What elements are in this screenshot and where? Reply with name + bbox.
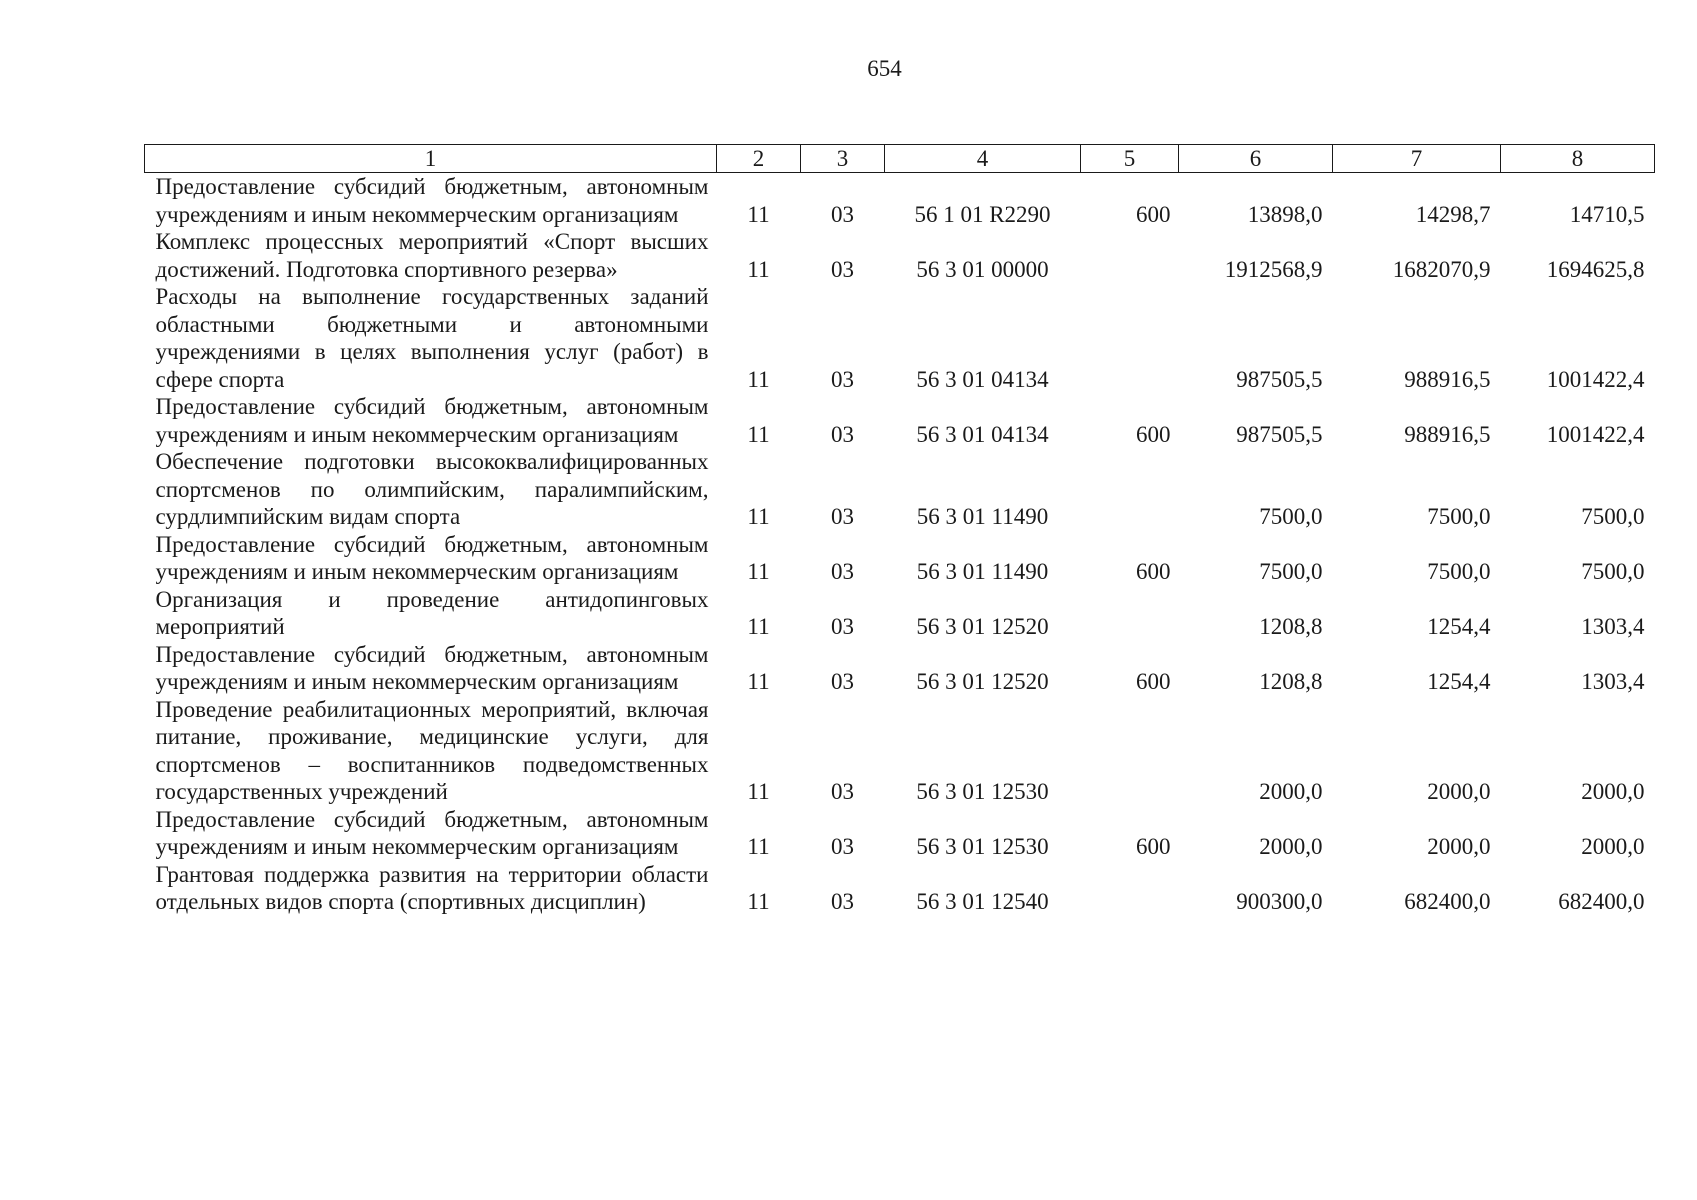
amount-year-2-cell: 988916,5 — [1404, 421, 1491, 447]
column-header-7: 7 — [1333, 145, 1501, 173]
expense-type-cell: 600 — [1136, 559, 1171, 584]
amount-year-2-cell: 14298,7 — [1415, 201, 1491, 227]
target-article-cell: 56 1 01 R2290 — [914, 201, 1051, 227]
subsection-code-cell: 03 — [831, 421, 854, 447]
table-row — [145, 173, 1655, 229]
target-article-cell: 56 3 01 12520 — [916, 669, 1049, 694]
header-row — [145, 145, 1655, 173]
amount-year-3-cell: 7500,0 — [1581, 559, 1645, 584]
expense-type-cell — [1081, 448, 1179, 531]
table-header — [145, 145, 1655, 173]
subsection-code-cell: 03 — [831, 201, 854, 227]
subsection-code-cell: 03 — [831, 834, 854, 859]
budget-table — [144, 144, 1655, 916]
amount-year-2-cell: 2000,0 — [1427, 834, 1491, 859]
amount-year-3-cell: 1694625,8 — [1546, 256, 1645, 282]
target-article-cell: 56 3 01 04134 — [916, 421, 1049, 447]
amount-year-2-cell: 1254,4 — [1427, 669, 1491, 694]
row-name-cell: Обеспечение подготовки высококвалифицированных спортсменов по олимпийским, паралимпийским, сурдлимпийским видам спорта — [155, 449, 709, 529]
subsection-code-cell: 03 — [831, 889, 854, 914]
subsection-code-cell: 03 — [831, 559, 854, 584]
amount-year-2-cell: 2000,0 — [1427, 779, 1491, 804]
amount-year-3-cell: 682400,0 — [1558, 889, 1645, 914]
amount-year-2-cell: 682400,0 — [1404, 889, 1491, 914]
subsection-code-cell: 03 — [831, 779, 854, 804]
amount-year-3-cell: 7500,0 — [1581, 504, 1645, 529]
amount-year-3-cell: 1001422,4 — [1546, 421, 1645, 447]
amount-year-2-cell: 1682070,9 — [1392, 256, 1491, 282]
row-name-cell: Организация и проведение антидопинговых мероприятий — [155, 586, 709, 639]
table-row — [145, 641, 1655, 696]
table-row — [145, 861, 1655, 916]
amount-year-1-cell: 1208,8 — [1259, 614, 1323, 639]
expense-type-cell — [1081, 283, 1179, 393]
target-article-cell: 56 3 01 04134 — [916, 366, 1049, 392]
amount-year-2-cell: 7500,0 — [1427, 559, 1491, 584]
expense-type-cell: 600 — [1136, 201, 1171, 227]
row-name-cell: Грантовая поддержка развития на территории области отдельных видов спорта (спортивных дисциплин) — [155, 861, 709, 914]
row-name-cell: Предоставление субсидий бюджетным, автономным учреждениям и иным некоммерческим организациям — [155, 174, 709, 227]
expense-type-cell — [1081, 228, 1179, 283]
table-row — [145, 283, 1655, 393]
row-name-cell: Проведение реабилитационных мероприятий, включая питание, проживание, медицинские услуги, для спортсменов – воспитанников подведомственных государственных учреждений — [155, 696, 709, 804]
subsection-code-cell: 03 — [831, 614, 854, 639]
amount-year-1-cell: 7500,0 — [1259, 559, 1323, 584]
amount-year-1-cell: 1912568,9 — [1224, 256, 1323, 282]
section-code-cell: 11 — [747, 366, 770, 392]
table-body — [145, 173, 1655, 916]
target-article-cell: 56 3 01 12540 — [916, 889, 1049, 914]
row-name-cell: Предоставление субсидий бюджетным, автономным учреждениям и иным некоммерческим организациям — [155, 394, 709, 447]
section-code-cell: 11 — [747, 779, 770, 804]
row-name-cell: Предоставление субсидий бюджетным, автономным учреждениям и иным некоммерческим организациям — [155, 641, 709, 694]
column-header-2: 2 — [717, 145, 801, 173]
table-row — [145, 806, 1655, 861]
expense-type-cell: 600 — [1136, 834, 1171, 859]
target-article-cell: 56 3 01 11490 — [916, 559, 1049, 584]
column-header-3: 3 — [801, 145, 885, 173]
amount-year-2-cell: 988916,5 — [1404, 366, 1491, 392]
section-code-cell: 11 — [747, 504, 770, 529]
table-row — [145, 448, 1655, 531]
target-article-cell: 56 3 01 12530 — [916, 779, 1049, 804]
page-number: 654 — [867, 56, 902, 81]
expense-type-cell — [1081, 586, 1179, 641]
column-header-4: 4 — [885, 145, 1081, 173]
amount-year-1-cell: 1208,8 — [1259, 669, 1323, 694]
expense-type-cell — [1081, 696, 1179, 806]
subsection-code-cell: 03 — [831, 669, 854, 694]
section-code-cell: 11 — [747, 669, 770, 694]
amount-year-2-cell: 1254,4 — [1427, 614, 1491, 639]
amount-year-1-cell: 987505,5 — [1236, 421, 1323, 447]
amount-year-3-cell: 2000,0 — [1581, 834, 1645, 859]
section-code-cell: 11 — [747, 201, 770, 227]
table-row — [145, 393, 1655, 448]
amount-year-3-cell: 1303,4 — [1581, 614, 1645, 639]
column-header-1: 1 — [145, 145, 717, 173]
amount-year-1-cell: 987505,5 — [1236, 366, 1323, 392]
expense-type-cell: 600 — [1136, 669, 1171, 694]
section-code-cell: 11 — [747, 256, 770, 282]
column-header-6: 6 — [1179, 145, 1333, 173]
target-article-cell: 56 3 01 11490 — [916, 504, 1049, 529]
amount-year-1-cell: 900300,0 — [1236, 889, 1323, 914]
section-code-cell: 11 — [747, 559, 770, 584]
section-code-cell: 11 — [747, 421, 770, 447]
section-code-cell: 11 — [747, 834, 770, 859]
amount-year-2-cell: 7500,0 — [1427, 504, 1491, 529]
section-code-cell: 11 — [747, 889, 770, 914]
column-header-5: 5 — [1081, 145, 1179, 173]
expense-type-cell: 600 — [1136, 421, 1171, 447]
target-article-cell: 56 3 01 12530 — [916, 834, 1049, 859]
amount-year-3-cell: 2000,0 — [1581, 779, 1645, 804]
table-row — [145, 531, 1655, 586]
table-row — [145, 228, 1655, 283]
subsection-code-cell: 03 — [831, 366, 854, 392]
row-name-cell: Расходы на выполнение государственных заданий областными бюджетными и автономными учреждениями в целях выполнения услуг (работ) в сфере спорта — [155, 284, 709, 392]
table-row — [145, 696, 1655, 806]
amount-year-1-cell: 13898,0 — [1247, 201, 1323, 227]
expense-type-cell — [1081, 861, 1179, 916]
amount-year-3-cell: 1303,4 — [1581, 669, 1645, 694]
amount-year-3-cell: 14710,5 — [1569, 201, 1645, 227]
target-article-cell: 56 3 01 12520 — [916, 614, 1049, 639]
amount-year-1-cell: 2000,0 — [1259, 834, 1323, 859]
row-name-cell: Комплекс процессных мероприятий «Спорт высших достижений. Подготовка спортивного резерва» — [155, 229, 709, 282]
amount-year-3-cell: 1001422,4 — [1546, 366, 1645, 392]
amount-year-1-cell: 7500,0 — [1259, 504, 1323, 529]
table-row — [145, 586, 1655, 641]
row-name-cell: Предоставление субсидий бюджетным, автономным учреждениям и иным некоммерческим организациям — [155, 806, 709, 859]
row-name-cell: Предоставление субсидий бюджетным, автономным учреждениям и иным некоммерческим организациям — [155, 531, 709, 584]
amount-year-1-cell: 2000,0 — [1259, 779, 1323, 804]
subsection-code-cell: 03 — [831, 504, 854, 529]
column-header-8: 8 — [1501, 145, 1655, 173]
subsection-code-cell: 03 — [831, 256, 854, 282]
target-article-cell: 56 3 01 00000 — [916, 256, 1049, 282]
section-code-cell: 11 — [747, 614, 770, 639]
